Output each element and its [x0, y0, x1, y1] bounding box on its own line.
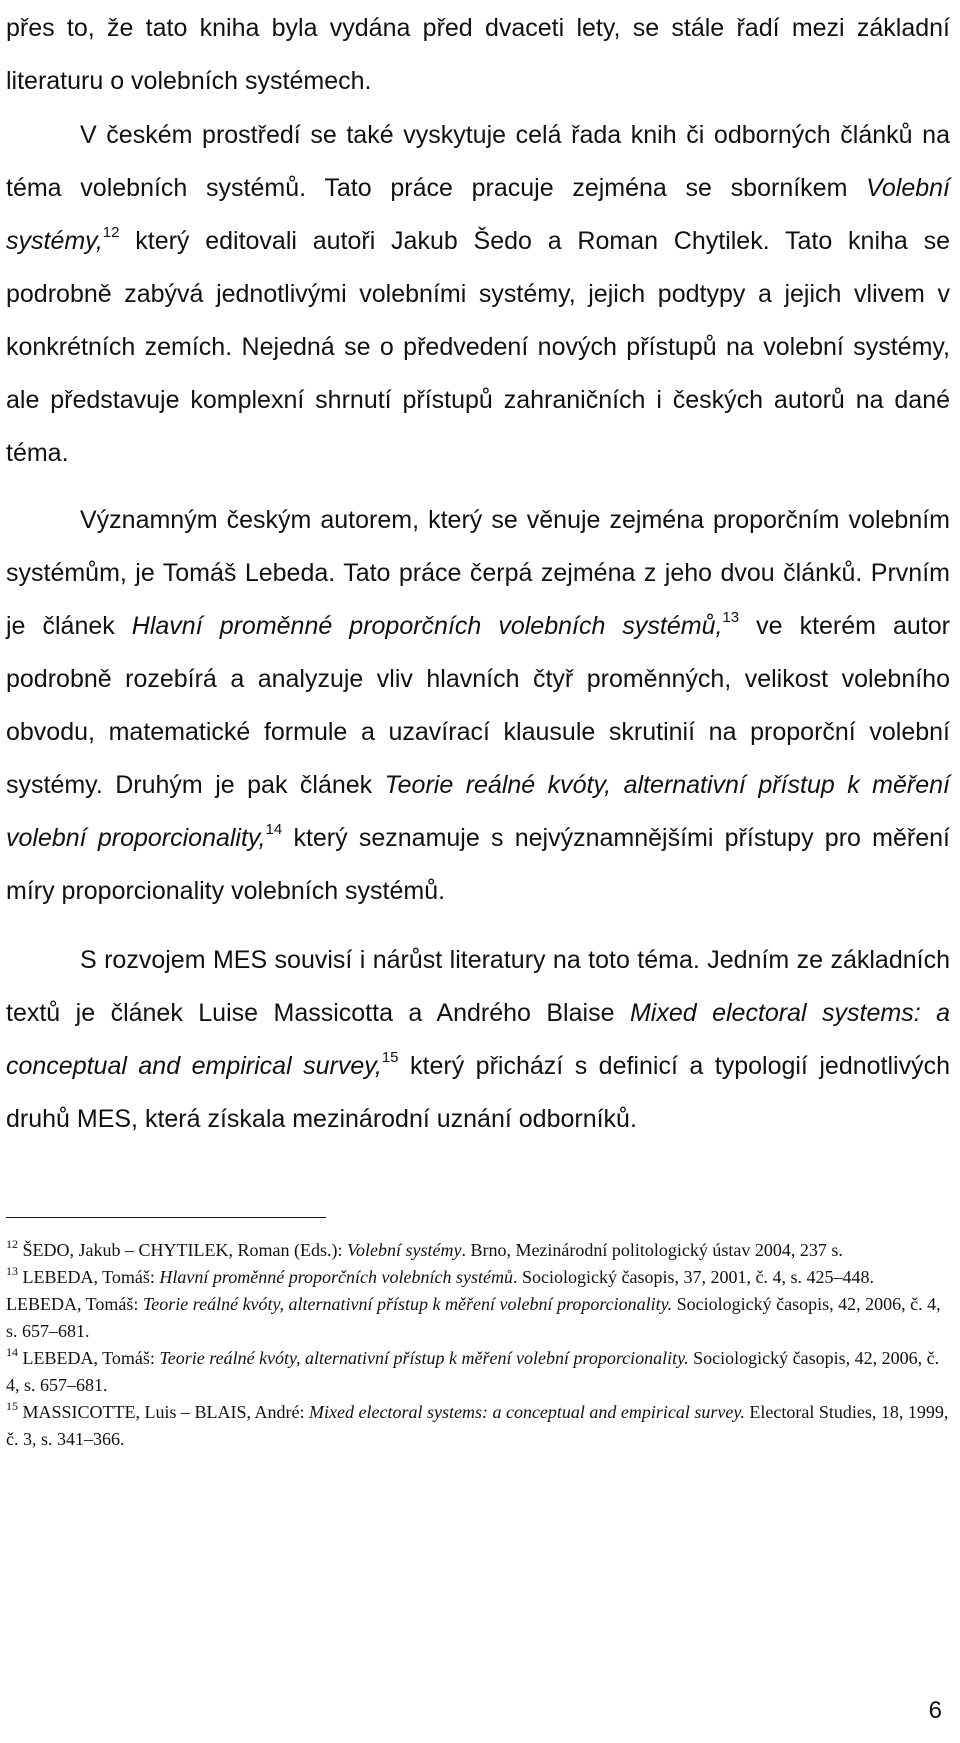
footnote-13 — [6, 1264, 950, 1291]
paragraph-2 — [6, 109, 950, 480]
footnote-ref-15: 15 — [381, 1049, 399, 1066]
footnote-12 — [6, 1237, 950, 1264]
footnote-13-continued — [6, 1291, 950, 1345]
article-title-hlavni-promenne: Hlavní proměnné proporčních volebních systémů, — [131, 612, 723, 640]
footnote-text: MASSICOTTE, Luis – BLAIS, André: — [18, 1402, 310, 1422]
paragraph-4-text-b: který přichází s definicí a typologií jednotlivých druhů MES, která získala mezinárodní uznání odborníků. — [6, 1052, 950, 1133]
article-title-mixed-electoral-systems: Mixed electoral systems: a conceptual and empirical survey, — [6, 999, 951, 1080]
paragraph-3-text-c: který seznamuje s nejvýznamnějšími přístupy pro měření míry proporcionality volebních systémů. — [6, 824, 950, 905]
paragraph-3-text-b: ve kterém autor podrobně rozebírá a analyzuje vliv hlavních čtyř proměnných, velikost volebního obvodu, matematické formule a uzavírací klausule skrutinií na proporční volební systémy. Druhým je pak článek — [6, 612, 950, 799]
footnote-text: LEBEDA, Tomáš: — [18, 1267, 160, 1287]
footnote-text: Sociologický časopis, 42, 2006, č. 4, s. 657–681. — [6, 1294, 941, 1341]
footnote-ref-13: 13 — [722, 609, 740, 626]
footnote-separator — [6, 1217, 326, 1218]
footnote-number: 13 — [6, 1264, 18, 1278]
paragraph-2-text-b: který editovali autoři Jakub Šedo a Roman Chytilek. Tato kniha se podrobně zabývá jednotlivými volebními systémy, jejich podtypy a jejich vlivem v konkrétních zemích. Nejedná se o předvedení nových přístupů na volební systémy, ale představuje komplexní shrnutí přístupů zahraničních i českých autorů na dané téma. — [6, 227, 950, 467]
paragraph-3-text-a: Významným českým autorem, který se věnuje zejména proporčním volebním systémům, je Tomáš Lebeda. Tato práce čerpá zejména z jeho dvou článků. Prvním je článek — [6, 506, 950, 640]
article-title-teorie-realne-kvoty: Teorie reálné kvóty, alternativní přístup k měření volební proporcionality, — [6, 771, 950, 852]
footnote-number: 14 — [6, 1345, 18, 1359]
footnote-text: LEBEDA, Tomáš: — [6, 1294, 143, 1314]
footnote-text: Sociologický časopis, 42, 2006, č. 4, s. 657–681. — [6, 1348, 940, 1395]
footnote-15 — [6, 1399, 950, 1453]
footnote-text: LEBEDA, Tomáš: — [18, 1348, 160, 1368]
footnotes — [6, 1237, 950, 1453]
footnote-title: Mixed electoral systems: a conceptual and empirical survey. — [309, 1402, 745, 1422]
footnote-title: Volební systémy — [346, 1240, 462, 1260]
footnote-number: 12 — [6, 1237, 18, 1251]
footnote-text: Electoral Studies, 18, 1999, č. 3, s. 341–366. — [6, 1402, 949, 1449]
footnote-title: Teorie reálné kvóty, alternativní přístup k měření volební proporcionality. — [142, 1294, 673, 1314]
footnote-title: Teorie reálné kvóty, alternativní přístup k měření volební proporcionality. — [159, 1348, 689, 1368]
document-page — [6, 0, 950, 1743]
paragraph-4-text-a: S rozvojem MES souvisí i nárůst literatury na toto téma. Jedním ze základních textů je článek Luise Massicotta a Andrého Blaise — [6, 946, 950, 1027]
footnote-ref-14: 14 — [265, 821, 283, 838]
paragraph-1-text: přes to, že tato kniha byla vydána před dvaceti lety, se stále řadí mezi základní literaturu o volebních systémech. — [6, 14, 950, 95]
footnote-text: . Sociologický časopis, 37, 2001, č. 4, s. 425–448. — [513, 1267, 874, 1287]
footnote-text: ŠEDO, Jakub – CHYTILEK, Roman (Eds.): — [18, 1240, 347, 1260]
footnote-number: 15 — [6, 1399, 18, 1413]
page-number: 6 — [928, 1697, 942, 1724]
book-title-volebni-systemy: Volební systémy, — [6, 174, 950, 255]
paragraph-3 — [6, 494, 950, 918]
footnote-text: . Brno, Mezinárodní politologický ústav 2004, 237 s. — [461, 1240, 843, 1260]
footnote-title: Hlavní proměnné proporčních volebních systémů — [159, 1267, 513, 1287]
paragraph-2-text-a: V českém prostředí se také vyskytuje celá řada knih či odborných článků na téma volebních systémů. Tato práce pracuje zejména se sborníkem — [6, 121, 950, 202]
paragraph-4 — [6, 934, 950, 1146]
paragraph-1 — [6, 2, 950, 108]
footnote-14 — [6, 1345, 950, 1399]
footnote-ref-12: 12 — [102, 224, 120, 241]
